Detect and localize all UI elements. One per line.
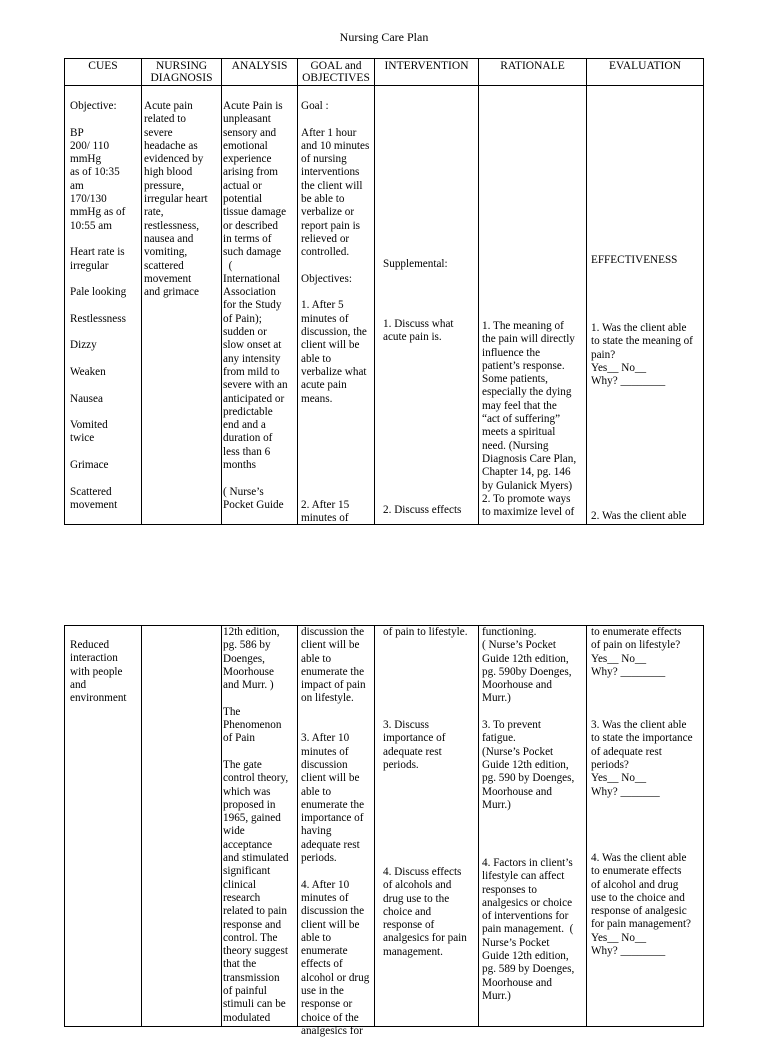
page-title: Nursing Care Plan [339,30,429,44]
rationale-column [479,86,587,524]
header-rationale: RATIONALE [479,59,587,85]
evaluation-item-1: 1. Was the client able to state the meaning of pain? Yes__ No__ Why? ________ [591,322,693,388]
goal-column [298,86,375,524]
intervention-column [375,86,479,524]
header-analysis: ANALYSIS [222,59,298,85]
header-nursing-diagnosis: NURSING DIAGNOSIS [142,59,222,85]
rationale-item-4: 4. Factors in client’s lifestyle can affect responses to analgesics or choice of interventions for pain management. ( Nurse’s Pocket Guide 12th edition, pg. 589 by Doenges, Moorhouse and Murr.) [482,857,575,1002]
intervention-supplemental: Supplemental: [383,258,448,270]
cues-cell: Reduced interaction with people and environment [70,639,127,705]
care-plan-table-section-2 [64,625,704,1037]
intervention-item-1: 1. Discuss what acute pain is. [383,318,454,344]
evaluation-item-2: 2. Was the client able [591,510,687,522]
header-intervention: INTERVENTION [375,59,479,85]
rationale-column [479,626,587,1026]
diagnosis-column [142,626,222,1026]
care-plan-table-section-1 [64,85,704,525]
evaluation-item-4: 4. Was the client able to enumerate effects of alcohol and drug use to the choice and response of analgesic for pain management? Yes__ No__ Why? ________ [591,852,692,958]
header-cues: CUES [65,59,142,85]
diagnosis-cell: Acute pain related to severe headache as evidenced by high blood pressure, irregular heart rate, restlessness, nausea and vomiting, scattered movement and grimace [144,100,208,299]
rationale-item-2-cont: functioning. ( Nurse’s Pocket Guide 12th edition, pg. 590by Doenges, Moorhouse and Murr.) 3. To prevent fatigue. (Nurse’s Pocket Guide 12th edition, pg. 590 by Doenges, Moorhouse and Murr.) [482,626,575,811]
evaluation-item-2-cont: to enumerate effects of pain on lifestyle? Yes__ No__ Why? ________ 3. Was the client able to state the importance of adequate rest periods? Yes__ No__ Why? _______ [591,626,693,798]
analysis-column [222,86,298,524]
intervention-item-3: 3. Discuss importance of adequate rest periods. [383,719,446,771]
evaluation-column [587,626,703,1026]
header-goal-objectives: GOAL and OBJECTIVES [298,59,375,85]
goal-cell: discussion the client will be able to enumerate the impact of pain on lifestyle. 3. After 10 minutes of discussion client will be able to enumerate the importance of having adequate rest periods. 4. After 10 minutes of discussion the client will be able to enumerate effects of alcohol or drug use in the response or choice of the analgesics for [301,626,370,1037]
goal-cell: Goal : After 1 hour and 10 minutes of nursing interventions the client will be able to verbalize or report pain is relieved or controlled. Objectives: 1. After 5 minutes of discussion, the client will be able to verbalize what acute pain means. 2. After 15 minutes of [301,100,370,525]
table-header [64,58,704,86]
goal-column [298,626,375,1037]
cues-cell: Objective: BP 200/ 110 mmHg as of 10:35 am 170/130 mmHg as of 10:55 am Heart rate is irregular Pale looking Restlessness Dizzy Weaken Nausea Vomited twice Grimace Scattered movement [70,100,127,511]
intervention-item-2: 2. Discuss effects [383,504,462,516]
rationale-item-1: 1. The meaning of the pain will directly influence the patient’s response. Some patients, especially the dying may feel that the “act of suffering” meets a spiritual need. (Nursing Diagnosis Care Plan, Chapter 14, pg. 146 by Gulanick Myers) 2. To promote ways to maximize level of [482,320,577,519]
header-evaluation: EVALUATION [609,60,681,72]
intervention-item-4: 4. Discuss effects of alcohols and drug use to the choice and response of analgesics for pain management. [383,866,467,958]
evaluation-effectiveness: EFFECTIVENESS [591,254,678,266]
cues-column [65,626,142,1026]
analysis-cell: 12th edition, pg. 586 by Doenges, Moorhouse and Murr. ) The Phenomenon of Pain The gate control theory, which was proposed in 1965, gained wide acceptance and stimulated significant clinical research related to pain response and control. The theory suggest that the transmission of painful stimuli can be modulated [223,626,289,1024]
intervention-item-2-cont: of pain to lifestyle. [383,626,468,638]
intervention-column [375,626,479,1026]
analysis-column [222,626,298,1026]
evaluation-column [587,86,703,524]
cues-column [65,86,142,524]
diagnosis-column [142,86,222,524]
analysis-cell: Acute Pain is unpleasant sensory and emotional experience arising from actual or potential tissue damage or described in terms of such damage ( International Association for the Study of Pain); sudden or slow onset at any intensity from mild to severe with an anticipated or predictable end and a duration of less than 6 months ( Nurse’s Pocket Guide [223,100,288,511]
